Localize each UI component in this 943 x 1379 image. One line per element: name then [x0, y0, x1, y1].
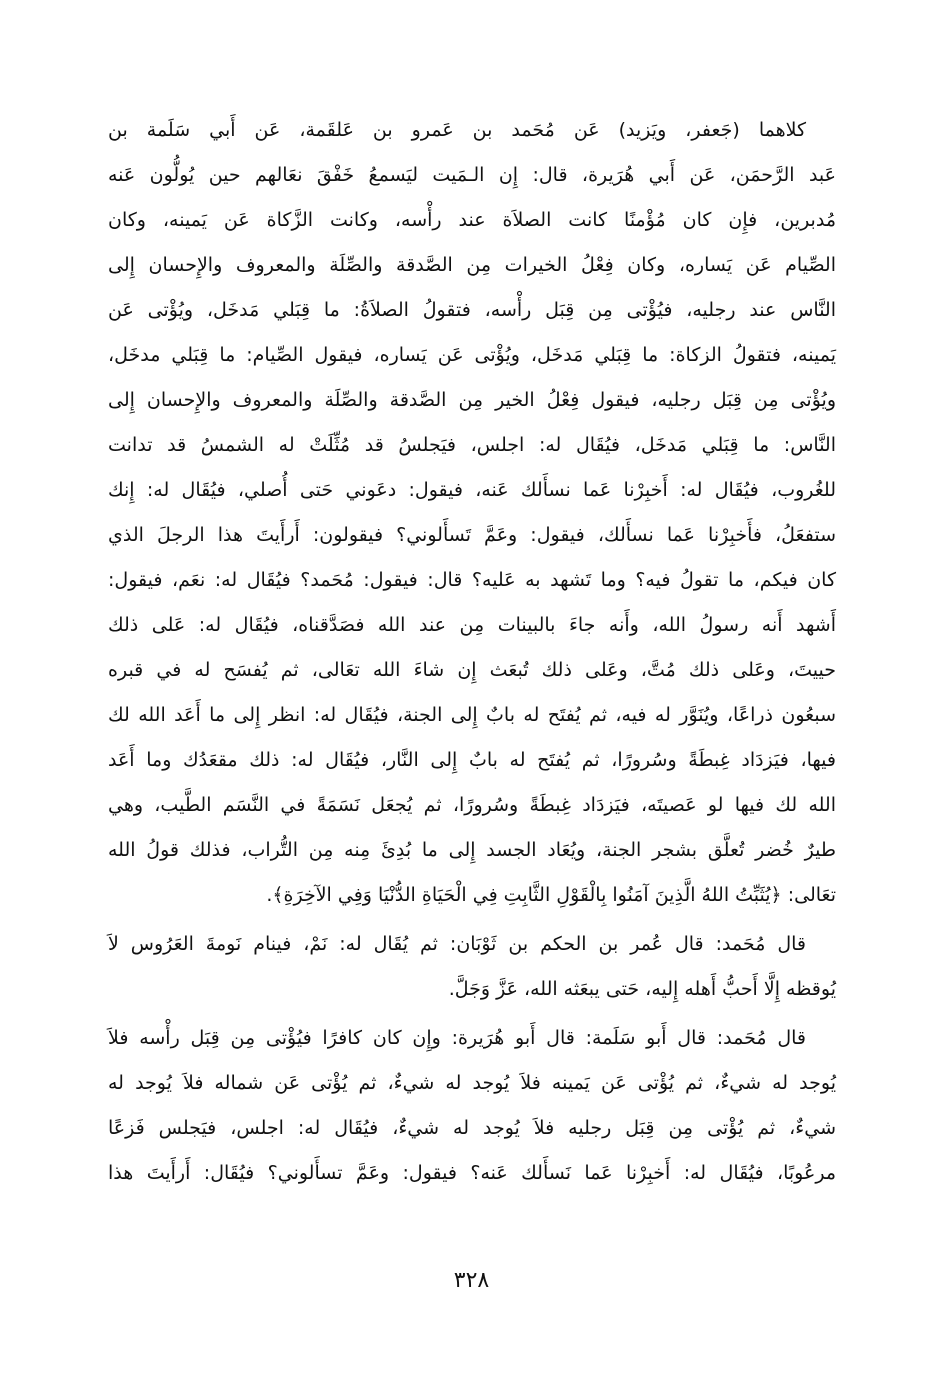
- text-line: سبعُون ذراعًا، ويُنَوَّر له فيه، ثم يُفتَح له بابٌ إِلى الجنة، فيُقَال له: انظر إِلى ما أَعَد الله لك: [108, 704, 836, 726]
- text-line: الصِّيام عَن يَساره، وكان فِعْلُ الخيرات مِن الصَّدقة والصِّلَة والمعروف والإِحسان إِلى: [108, 254, 836, 276]
- text-line: قال مُحَمد: قال أَبو سَلَمة: قال أَبو هُرَيرة: وإِن كان كافرًا فيُؤْتى مِن قِبَل رأْسه فلاَ: [108, 1027, 806, 1049]
- text-line: يَمينه، فتقولُ الزكاة: ما قِبَلي مَدخَل، ويُؤْتى عَن يَساره، فيقول الصِّيام: ما قِبَلي مدخَل،: [108, 344, 836, 366]
- text-line: تعَالى: ﴿يُثَبِّتُ اللهُ الَّذِينَ آمَنُوا بِالْقَوْلِ الثَّابِتِ فِي الْحَيَاةِ الدُّنْيَا وَفِي الآخِرَةِ﴾.: [266, 884, 836, 906]
- paragraph: [108, 1016, 836, 1196]
- text-line: شيءٌ، ثم يُؤْتى مِن قِبَل رجليه فلاَ يُوجد له شيءٌ، فيُقَال له: اجلس، فيَجلس فَزعًا: [108, 1117, 836, 1139]
- text-line: طيرٌ خُضر تُعلَّق بشجر الجنة، ويُعَاد الجسد إِلى ما بُدِئَ مِنه مِن التُّراب، فذلك قولُ الله: [108, 839, 836, 861]
- text-line: النَّاس عند رجليه، فيُؤْتى مِن قِبَل رأْسه، فتقولُ الصلاَةُ: ما قِبَلي مَدخَل، ويُؤْتى عَن: [108, 299, 836, 321]
- text-line: فيها، فيَزدَاد غِبطَةً وسُرورًا، ثم يُفتَح له بابٌ إِلى النَّار، فيُقَال له: ذلك مقعَدُك وما أَعَد: [108, 749, 836, 771]
- text-line: ويُؤْتى مِن قِبَل رجليه، فيقول فِعْلُ الخير مِن الصَّدقة والصِّلَة والمعروف والإِحسان إِلى: [108, 389, 836, 411]
- text-line: يُوجد له شيءٌ، ثم يُؤْتى عَن يَمينه فلاَ يُوجد له شيءٌ، ثم يُؤْتى عَن شماله فلاَ يُوجد له: [108, 1072, 836, 1094]
- page-number: ٣٢٨: [453, 1268, 490, 1293]
- text-line: حييتَ، وعَلى ذلك مُتَّ، وعَلى ذلك تُبعَث إِن شاءَ الله تعَالى، ثم يُفسَح له في قبره: [108, 659, 836, 681]
- text-line: عَبد الرَّحمَن، عَن أَبي هُرَيرة، قال: إِن الـمَيت ليَسمعُ خَفْقَ نعَالهم حين يُولُّون عَنه: [108, 164, 836, 186]
- page-body: [108, 108, 836, 1200]
- text-line: يُوقظه إِلَّا أَحبُّ أَهله إِليه، حَتى يبعَثه الله، عَزَّ وَجَلَّ.: [448, 978, 836, 1000]
- text-line: ستفعَلُ، فأَخبِرْنا عَما نسأَلك، فيقول: وعَمَّ تَسأَلوني؟ فيقولون: أَرأَيتَ هذا الرجلَ الذي: [108, 524, 836, 546]
- text-line: النَّاس: ما قِبَلي مَدخَل، فيُقَال له: اجلس، فيَجلسُ قد مُثِّلَتْ له الشمسُ قد تدانت: [108, 434, 836, 456]
- paragraph: [108, 922, 836, 1012]
- text-line: مرعُوبًا، فيُقَال له: أَخبِرْنا عَما نَسأَلك عَنه؟ فيقول: وعَمَّ تسأَلوني؟ فيُقَال: أَرأَيتَ هذا: [108, 1162, 836, 1184]
- text-line: مُدبرين، فإِن كان مُؤْمنًا كانت الصلاَة عند رأْسه، وكانت الزَّكاة عَن يَمينه، وكان: [108, 209, 836, 231]
- text-line: الله لك فيها لو عَصيتَه، فيَزدَاد غِبطَةً وسُرورًا، ثم يُجعَل نَسَمَةً في النَّسَم الطَّيب، وهي: [108, 794, 836, 816]
- text-line: كلاهما (جَعفر، ويَزيد) عَن مُحَمد بن عَمرو بن عَلقَمة، عَن أَبي سَلَمة بن: [108, 119, 806, 141]
- text-line: قال مُحَمد: قال عُمر بن الحكم بن ثَوْبَان: ثم يُقَال له: نَمْ، فينام نَومةَ العَرُوس لاَ: [108, 933, 806, 955]
- text-line: للغُروب، فيُقَال له: أَخبِرْنا عَما نسأَلك عَنه، فيقول: دعَوني حَتى أُصلي، فيُقَال له: إِنك: [108, 479, 836, 501]
- text-line: كان فيكم، ما تقولُ فيه؟ وما تَشهد به عَليه؟ قال: فيقول: مُحَمد؟ فيُقَال له: نعَم، فيقول:: [108, 569, 836, 591]
- text-line: أَشهد أَنه رسولُ الله، وأَنه جاءَ بالبينات مِن عند الله فصَدَّقناه، فيُقَال له: عَلى ذلك: [108, 614, 836, 636]
- paragraph: [108, 108, 836, 918]
